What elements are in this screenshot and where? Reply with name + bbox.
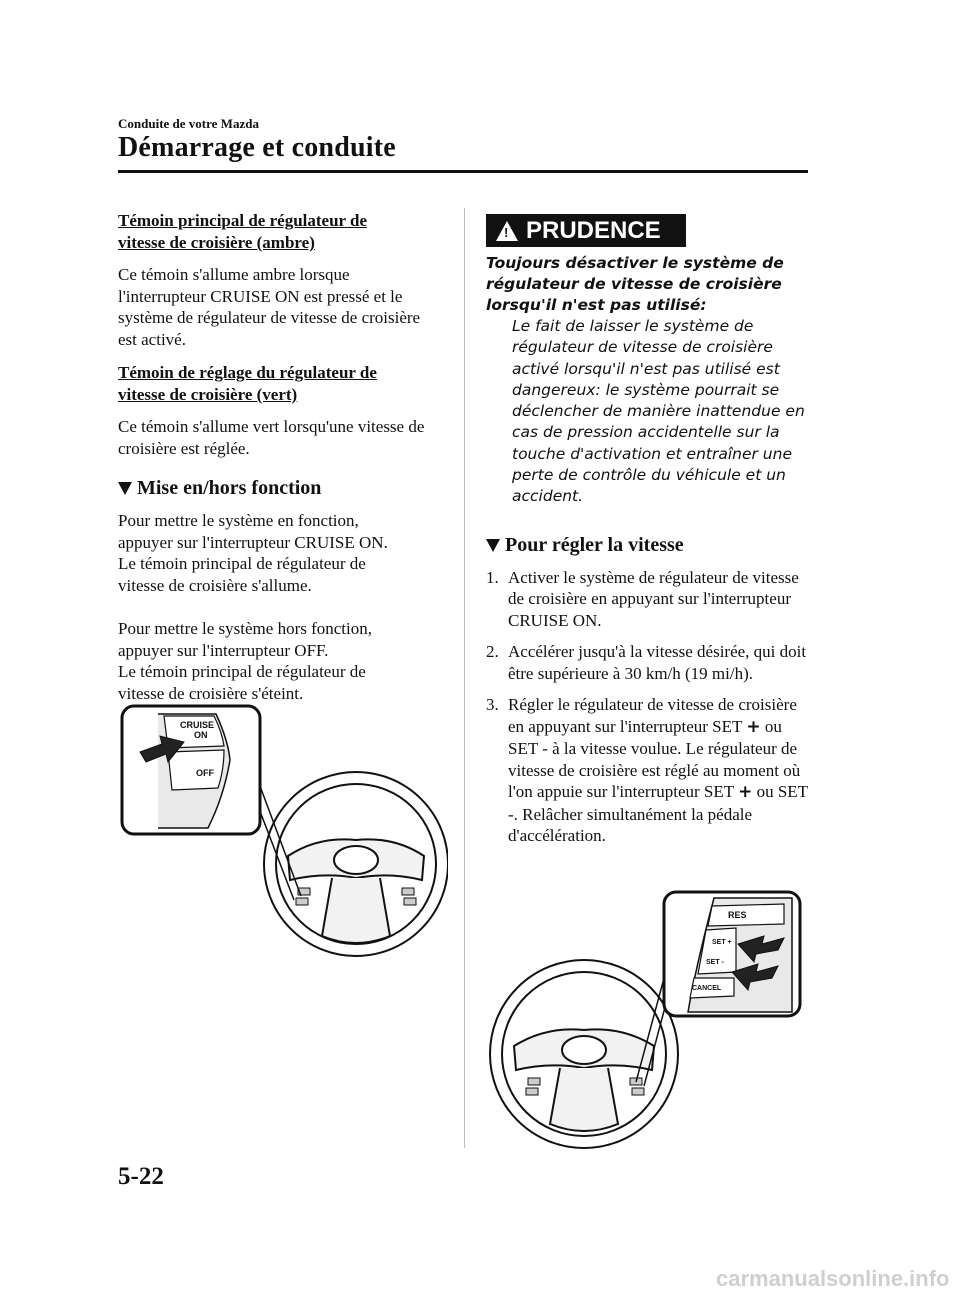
step-text: Accélérer jusqu'à la vitesse désirée, qui doit être supérieure à 30 km/h (19 mi/h). — [508, 642, 807, 683]
step-1 — [486, 567, 808, 632]
caution-body: Le fait de laisser le système de régulateur de vitesse de croisière activé lorsqu'il n'est pas utilisé est dangereux: le système pourrait se déclencher de manière inattendue en cas de pression accidentelle sur la touche d'activation et entraîner une perte de contrôle du véhicule et un accident. — [512, 317, 805, 506]
plus-icon: + — [746, 716, 761, 737]
turn-on-text: Pour mettre le système en fonction, appuyer sur l'interrupteur CRUISE ON. Le témoin principal de régulateur de vitesse de croisière s'allume. — [118, 511, 388, 595]
right-column — [486, 214, 808, 857]
left-column — [118, 210, 440, 716]
caution-heading: Toujours désactiver le système de régulateur de vitesse de croisière lorsqu'il n'est pas utilisé: — [486, 254, 784, 314]
warning-triangle-icon: ! — [496, 221, 518, 241]
section-on-off — [118, 477, 440, 500]
figure-label-on: ON — [194, 730, 208, 740]
page-number: 5-22 — [118, 1163, 164, 1190]
plus-icon: + — [738, 782, 753, 803]
step-number: 2. — [486, 642, 499, 662]
section-triangle-icon — [486, 539, 500, 552]
steering-wheel-on-off-figure — [118, 700, 448, 1000]
subheading-main-indicator: Témoin principal de régulateur de vitesse de croisière (ambre) — [118, 211, 368, 252]
header-rule — [118, 170, 808, 173]
subheading-set-indicator: Témoin de réglage du régulateur de vitesse de croisière (vert) — [118, 363, 377, 404]
chapter-title: Démarrage et conduite — [118, 132, 396, 163]
step-3 — [486, 694, 808, 847]
figure-label-cruise: CRUISE — [180, 720, 215, 730]
step-2 — [486, 641, 808, 684]
caution-banner — [486, 214, 686, 247]
section-triangle-icon — [118, 482, 132, 495]
figure-label-off: OFF — [196, 768, 214, 778]
watermark: carmanualsonline.info — [716, 1266, 950, 1291]
section-set-speed-title: Pour régler la vitesse — [505, 533, 684, 556]
section-on-off-title: Mise en/hors fonction — [137, 477, 322, 499]
set-indicator-text: Ce témoin s'allume vert lorsqu'une vitesse de croisière est réglée. — [118, 417, 425, 458]
figure-label-set-plus: SET + — [712, 939, 732, 946]
step-number: 3. — [486, 695, 499, 715]
figure-label-cancel: CANCEL — [692, 985, 722, 992]
step-number: 1. — [486, 567, 499, 587]
caution-label: PRUDENCE — [526, 216, 661, 244]
steering-wheel-illustration — [264, 772, 448, 956]
steering-wheel-set-figure — [484, 886, 808, 1152]
section-set-speed — [486, 534, 808, 557]
step-text: Régler le régulateur de vitesse de croisière en appuyant sur l'interrupteur SET + ou SET - à la vitesse voulue. Le régulateur de vitesse de croisière est réglé au moment où l'on appuie sur l'interrupteur SET + ou SET -. Relâcher simultanément la pédale d'accélération. — [508, 695, 808, 846]
step-text: Activer le système de régulateur de vitesse de croisière en appuyant sur l'interrupteur CRUISE ON. — [508, 567, 799, 630]
figure-label-res: RES — [728, 910, 747, 920]
steering-wheel-illustration — [490, 960, 678, 1148]
turn-off-text: Pour mettre le système hors fonction, appuyer sur l'interrupteur OFF. Le témoin principal de régulateur de vitesse de croisière s'éteint. — [118, 619, 373, 703]
main-indicator-text: Ce témoin s'allume ambre lorsque l'interrupteur CRUISE ON est pressé et le système de régulateur de vitesse de croisière est activé. — [118, 265, 421, 349]
column-divider — [464, 208, 465, 1148]
section-label: Conduite de votre Mazda — [118, 116, 259, 131]
figure-label-set-minus: SET - — [706, 959, 724, 966]
